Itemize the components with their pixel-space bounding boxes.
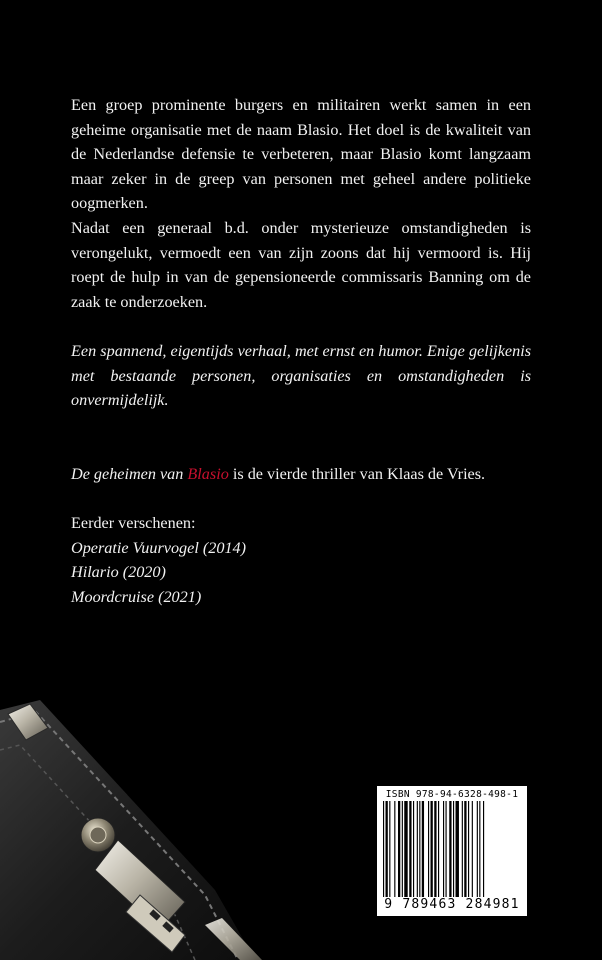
usb-flash-drive-leather-icon xyxy=(0,690,340,960)
barcode-bars xyxy=(383,801,521,897)
isbn-digits: 9 789463 284981 xyxy=(384,897,520,912)
earlier-book: Moordcruise (2021) xyxy=(71,587,202,606)
book-title-part: De geheimen van xyxy=(71,464,184,483)
series-line xyxy=(71,462,531,487)
isbn-barcode xyxy=(377,786,527,916)
earlier-book: Hilario (2020) xyxy=(71,563,166,582)
book-title-accent: Blasio xyxy=(187,464,229,483)
back-cover-text xyxy=(71,93,531,609)
blurb-tagline: Een spannend, eigentijds verhaal, met ernst en humor. Enige gelijkenis met bestaande personen, organisaties en omstandigheden is onvermijdelijk. xyxy=(71,341,531,410)
blurb-paragraph-2: Nadat een generaal b.d. onder mysterieuze omstandigheden is verongelukt, vermoedt een van zijn zoons dat hij vermoord is. Hij roept de hulp in van de gepensioneerde commissaris Banning om de zaak te onderzoeken. xyxy=(71,218,531,311)
series-line-rest: is de vierde thriller van Klaas de Vries. xyxy=(232,464,486,483)
earlier-list xyxy=(71,511,531,609)
blurb-paragraph-1: Een groep prominente burgers en militairen werkt samen in een geheime organisatie met de naam Blasio. Het doel is de kwaliteit van de Nederlandse defensie te verbeteren, maar Blasio komt langzaam maar zeker in de greep van personen met geheel andere politieke oogmerken. xyxy=(71,96,531,213)
isbn-label: ISBN 978-94-6328-498-1 xyxy=(385,789,519,800)
earlier-book: Operatie Vuurvogel (2014) xyxy=(71,538,247,557)
earlier-heading: Eerder verschenen: xyxy=(71,513,196,532)
